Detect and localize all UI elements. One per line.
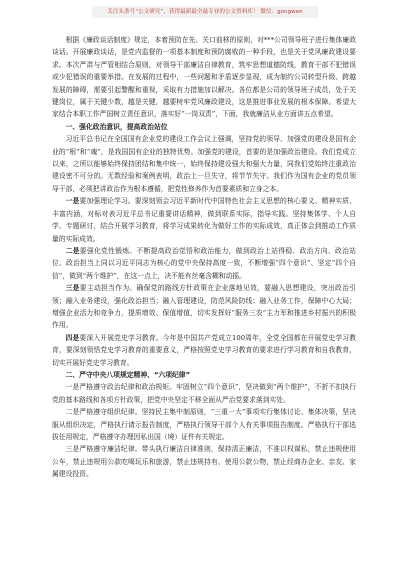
section-2-paragraph-2: 二是严格遵守组织纪律。坚持民主集中制原则，“三重一大”事项实行集体讨论、集体决策，坚决服从组织决定，严格执行请示报告制度，严格执行领导干部个人有关事项报告制度。严格执行干部选拔任用规定，严格遵守办理因私出国（境）证件有关规定。 (52, 408, 356, 441)
intro-paragraph: 根据《廉政谈话制度》规定，本着预防在先、关口前移的原则，对***公司领导班子进行集体廉政谈话。开展廉政谈话，是党内监督的一项基本制度和预防腐败的一种手段，也是关于党风廉政建设要求。本次严肃与严管相结合原则，对领导干部廉洁自律教育，筑牢思想道德防线，教育干部不犯错误或少犯错误的重要举措。在发展的过程中，一些问题和矛盾逐步显现，成为制约公司转型升级、跨越发展的障碍，需要引起警醒和重视，采取有力措施加以解决。各位都是公司的领导班子成员，处于关键岗位，属于关键少数，越是关键，越要树牢党风廉政建设，这是推进事业发展的根本保障。希望大家结合本职工作严国树立责任意识，落实好“一岗双责”，下面，我就廉洁从业方面讲五点希望。 (52, 36, 356, 119)
point-3-label: 三是 (65, 284, 80, 293)
point-2-label: 二是 (65, 246, 80, 255)
section-1-point-1 (52, 195, 356, 245)
section-2-paragraph-3: 三是严格遵守廉洁纪律。带头执行廉洁自律准则，保持清正廉洁，不准以权谋私，禁止违规使用公车，禁止违规用公款吃喝玩乐和旅游，禁止违规持有、使用公款公物，禁止经商办企业、亲友、家属建设投资。 (52, 445, 356, 479)
section-2-paragraph-1: 一是严格遵守政治纪律和政治规矩。牢固树立“四个意识”，坚决做到“两个维护”，不折不扣执行党的基本路线和各项方针政策，把党中央坚定不移全面从严治党要求落到实处。 (52, 383, 356, 404)
document-body (52, 34, 356, 562)
point-1-label: 一是 (65, 197, 80, 206)
section-2-heading: 二、严守中央八项规定精神、“六项纪律” (65, 370, 191, 379)
section-1-heading: 一、强化政治意识，提高政治站位 (65, 122, 168, 131)
section-1-point-2 (52, 245, 356, 282)
point-1-text: 要加强理论学习。要深刻领会习近平新时代中国特色社会主义思想的核心要义、精神实质、丰富内涵，对标对表习近平总书记重要讲话精神，做到联系实际，指导实践。坚持集体学、个人自学、专题研讨，结合开展学习教育，将学习成果转化为做好工作的实际成效，真正体会到推动工作质量的实际成效。 (52, 197, 356, 243)
section-1-point-4 (52, 332, 356, 369)
point-4-text: 要深入开展党史学习教育。今年是中国共产党成立100周年，全党全国都在开展党史学习教育，要深刻领悟党史学习教育的重要意义，严格按照党史学习教育的要求进行学习教育和自我教育，切实开展好党史学习教育。 (52, 333, 356, 367)
section-1-point-3 (52, 282, 356, 332)
section-1-paragraph: 习近平总书记在全国国有企业党的建设工作会议上强调，坚持党的领导、加强党的建设是国有企业的“根”和“魂”，是我国国有企业的独特优势。加强党的建设，首要的是加强政治建设。我们党成立以来，之所以能够始终保持团结和集中统一，始终保持建设强大和强大力量，同我们党始终注重政治建设密不可分的。无数经验和案例表明，政治上一旦失守，将节节失守。我们作为国有企业的党员领导干部，必须把讲政治作为根本遵循，把党性修养作为首要素质和立身之本。 (52, 135, 356, 193)
point-2-text: 要强化党性锻炼。不断提高政治觉悟和政治能力，做到政治上站得稳、政治方向、政治站位、政治担当上同以习近平同志为核心的党中央保持高度一致，不断增强“四个意识”、坚定“四个自信”，做到“两个维护”，在这一点上，决不能有丝毫含糊和动摇。 (52, 246, 356, 280)
top-banner: 关注头条号“公文研究”，获得最新最全最专业的公文资料库！ 微信：gongwen (92, 6, 318, 18)
point-3-text: 要主动担当作为。确保党的路线方针政策在企业落地见效，要融入思想建设，突出政治引领；融入业务建设，强化政治担当；融入管理建设，防范风险防线；融入业务工作，保障中心大局；增强企业活力和竞争力，提质增效、保值增值，切实发挥好“服务三农”主力军和推进乡村振兴的积极作用。 (52, 284, 356, 330)
point-4-label: 四是 (65, 333, 80, 342)
